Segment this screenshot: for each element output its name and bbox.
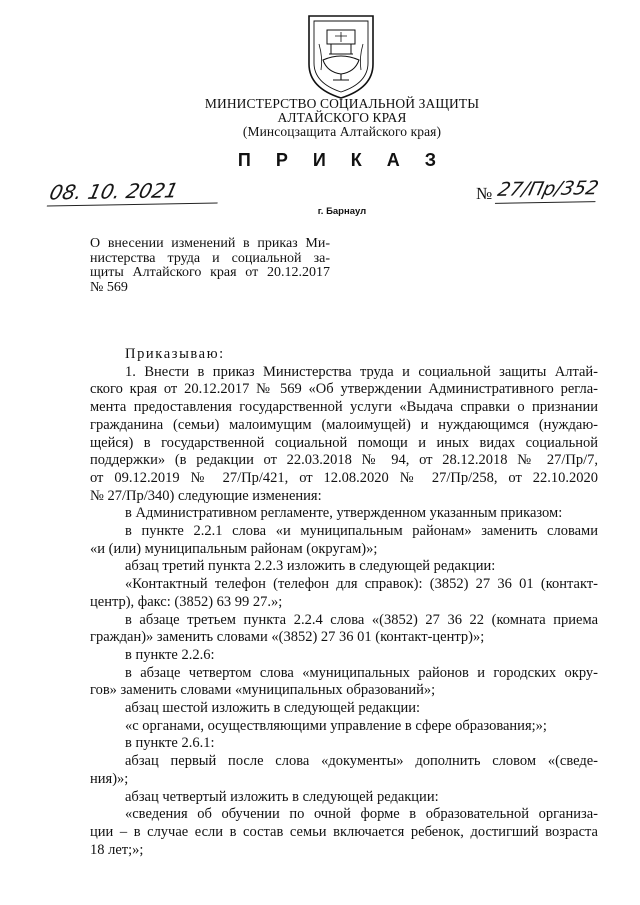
number-sign: № — [476, 184, 493, 203]
body-line: в абзаце четвертом слова «муниципальных районов и городских окру- — [125, 664, 598, 681]
order-command: Приказываю: — [125, 346, 225, 362]
ministry-name-line1: МИНИСТЕРСТВО СОЦИАЛЬНОЙ ЗАЩИТЫ — [204, 96, 480, 111]
body-line: «с органами, осуществляющими управление в сфере образования;»; — [125, 717, 547, 734]
body-line: абзац шестой изложить в следующей редакции: — [125, 700, 420, 717]
body-line: «Контактный телефон (телефон для справок): (3852) 27 36 01 (контакт- — [125, 576, 598, 593]
ministry-short-name: (Минсоцзащита Алтайского края) — [242, 124, 442, 139]
body-line: абзац первый после слова «документы» дополнить словом «(сведе- — [125, 753, 598, 770]
body-line: граждан)» заменить словами «(3852) 27 36 01 (контакт-центр)»; — [90, 629, 485, 646]
ministry-name-line2: АЛТАЙСКОГО КРАЯ — [277, 110, 407, 125]
subject-line: № 569 — [90, 279, 128, 295]
body-line: в пункте 2.6.1: — [125, 735, 215, 752]
subject-line: нистерства труда и социальной за- — [90, 250, 330, 266]
body-line: гов» заменить словами «муниципальных образований»; — [90, 682, 436, 699]
body-line: ского края от 20.12.2017 № 569 «Об утверждении Административного регла- — [90, 381, 598, 398]
body-line: в пункте 2.2.1 слова «и муниципальным районам» заменить словами — [125, 523, 598, 540]
body-line: ции – в случае если в состав семьи включается ребенок, достигший возраста — [90, 823, 598, 840]
body-line: гражданина (семьи) малоимущим (малоимущей) и нуждающимся (нуждаю- — [90, 416, 598, 433]
body-line: в Административном регламенте, утвержденном указанным приказом: — [125, 505, 563, 522]
handwritten-date: 08. 10. 2021 — [47, 179, 224, 207]
body-line: щейся) в государственной социальной помощи и иных видах социальной — [90, 434, 598, 451]
coat-of-arms-emblem — [305, 14, 377, 100]
body-line: центр), факс: (3852) 63 99 27.»; — [90, 593, 283, 610]
order-subject — [90, 237, 330, 295]
body-line: в абзаце третьем пункта 2.2.4 слова «(3852) 27 36 22 (комната приема — [125, 611, 598, 628]
body-line: «и (или) муниципальным районам (округам)»; — [90, 540, 378, 557]
body-line: от 09.12.2019 № 27/Пр/421, от 12.08.2020 № 27/Пр/258, от 22.10.2020 — [90, 469, 598, 486]
handwritten-order-number: 27/Пр/352 — [495, 177, 601, 204]
body-line: мента предоставления государственной услуги «Выдача справки о признании — [90, 399, 598, 416]
city-label: г. Барнаул — [317, 206, 367, 217]
body-line: абзац четвертый изложить в следующей редакции: — [125, 788, 439, 805]
order-body — [90, 346, 598, 859]
body-line: № 27/Пр/340) следующие изменения: — [90, 487, 322, 504]
subject-line: О внесении изменений в приказ Ми- — [90, 236, 330, 251]
body-line: 18 лет;»; — [90, 841, 144, 858]
body-line: в пункте 2.2.6: — [125, 646, 215, 663]
subject-line: щиты Алтайского края от 20.12.2017 — [90, 265, 330, 280]
body-line: поддержки» (в редакции от 22.03.2018 № 94, от 28.12.2018 № 27/Пр/7, — [90, 452, 598, 469]
body-line: 1. Внести в приказ Министерства труда и социальной защиты Алтай- — [125, 363, 598, 380]
body-line: ния)»; — [90, 770, 129, 787]
body-line: абзац третий пункта 2.2.3 изложить в следующей редакции: — [125, 558, 496, 575]
document-type-title: П Р И К А З — [237, 150, 447, 170]
body-line: «сведения об обучении по очной форме в образовательной организа- — [125, 806, 598, 823]
